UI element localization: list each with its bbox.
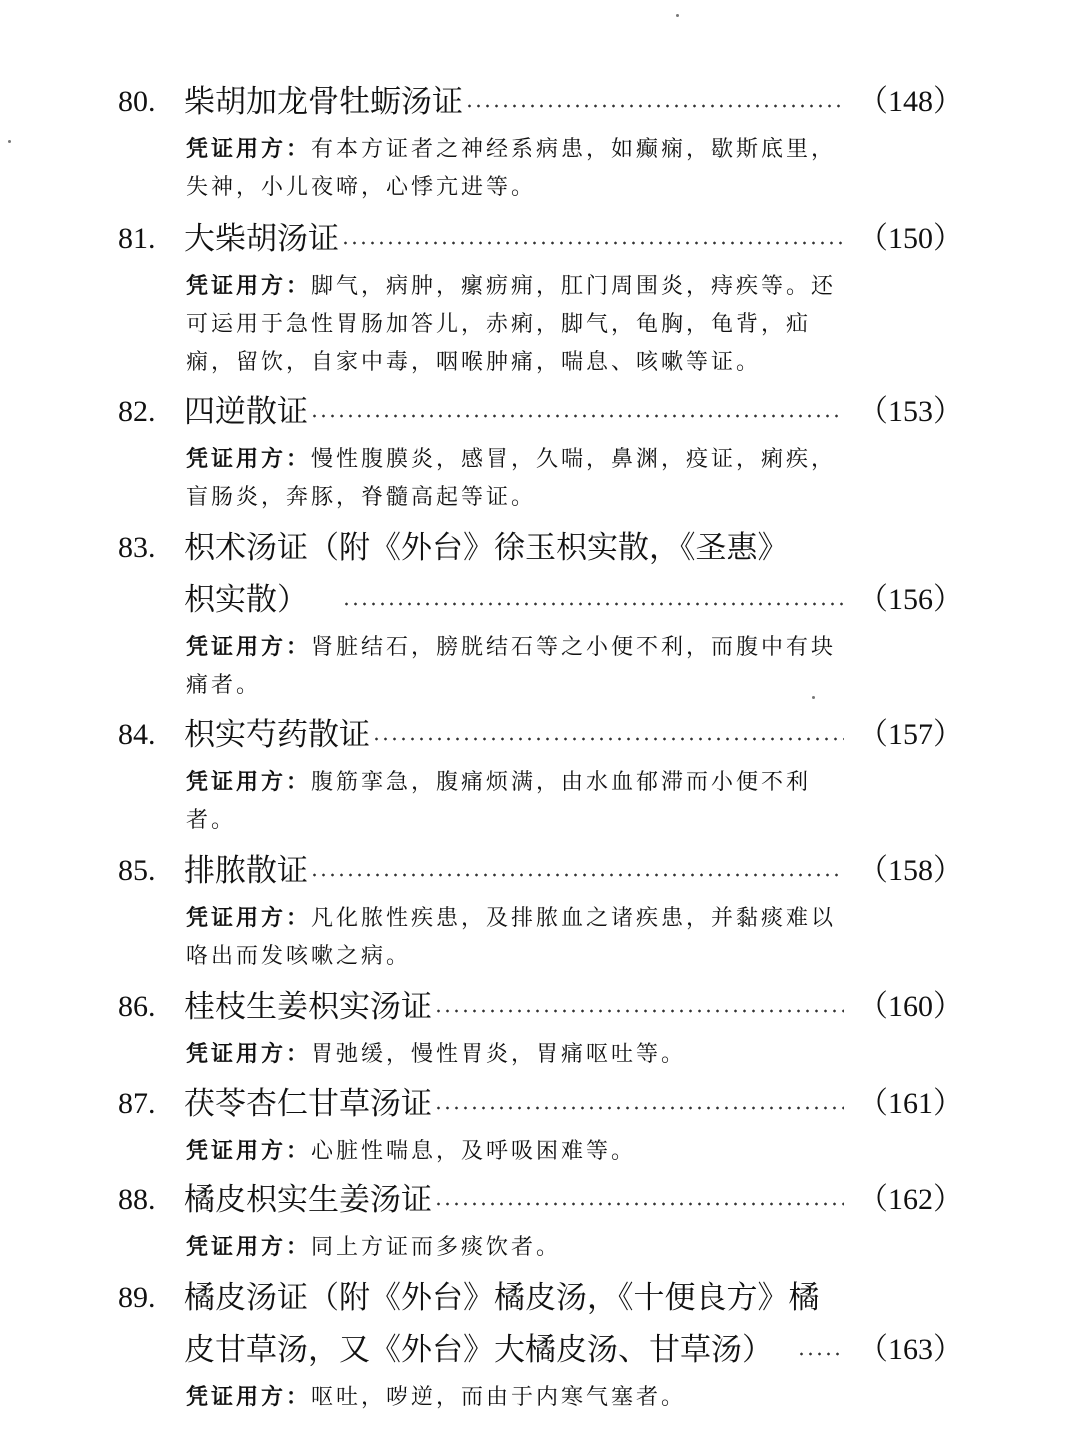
entry-heading (118, 386, 963, 438)
title-line (184, 1078, 963, 1130)
description-label: 凭证用方： (186, 634, 312, 660)
entry-heading (118, 522, 963, 626)
title-line (184, 1324, 963, 1376)
title-line (184, 981, 963, 1033)
entry-description (186, 761, 858, 840)
entry-description (186, 1376, 858, 1417)
entry-number: 80. (118, 85, 156, 118)
title-line (184, 845, 963, 897)
page-number: （150） (858, 222, 963, 255)
entry-title: 橘皮汤证（附《外台》橘皮汤，《十便良方》橘 (184, 1280, 820, 1316)
entry-title: 桂枝生姜枳实汤证 (184, 989, 432, 1025)
toc-entry (118, 981, 963, 1074)
dot-leader (434, 1106, 844, 1110)
scan-speck (8, 140, 11, 143)
entry-title: 四逆散证 (184, 394, 308, 430)
description-text: 呕吐，哕逆，而由于内寒气塞者。 (311, 1385, 687, 1410)
entry-description (186, 265, 858, 382)
entry-description (186, 897, 858, 976)
description-label: 凭证用方： (186, 905, 312, 931)
entry-number: 85. (118, 854, 156, 887)
entry-description (186, 1033, 858, 1074)
page-number: （148） (858, 85, 963, 118)
description-text: 凡化脓性疾患，及排脓血之诸疾患，并黏痰难以咯出而发咳嗽之病。 (186, 906, 837, 969)
toc-entry (118, 845, 963, 976)
entry-number: 83. (118, 531, 156, 564)
entry-heading (118, 1078, 963, 1130)
dot-leader (434, 1202, 844, 1206)
page-number: （161） (858, 1087, 963, 1120)
title-line (184, 1272, 963, 1324)
entry-title-continued: 皮甘草汤，又《外台》大橘皮汤、甘草汤） (184, 1332, 773, 1368)
entry-title: 排脓散证 (184, 853, 308, 889)
dot-leader (341, 241, 844, 245)
scan-speck (676, 14, 679, 17)
dot-leader (310, 873, 844, 877)
description-label: 凭证用方： (186, 769, 312, 795)
description-label: 凭证用方： (186, 446, 312, 472)
entry-heading (118, 1272, 963, 1376)
toc-entry (118, 1078, 963, 1171)
dot-leader (797, 1352, 844, 1356)
description-text: 肾脏结石，膀胱结石等之小便不利，而腹中有块痛者。 (186, 635, 837, 698)
entry-number: 87. (118, 1087, 156, 1120)
dot-leader (372, 737, 844, 741)
entry-number: 86. (118, 990, 156, 1023)
entry-heading (118, 845, 963, 897)
page-number: （162） (858, 1183, 963, 1216)
toc-entry (118, 386, 963, 517)
entry-heading (118, 709, 963, 761)
dot-leader (310, 414, 844, 418)
entry-heading (118, 1174, 963, 1226)
description-label: 凭证用方： (186, 1138, 312, 1164)
toc-entry (118, 76, 963, 207)
title-line (184, 76, 963, 128)
toc-entry (118, 522, 963, 705)
dot-leader (434, 1009, 844, 1013)
entry-number: 84. (118, 718, 156, 751)
entry-title: 茯苓杏仁甘草汤证 (184, 1086, 432, 1122)
entry-title: 枳术汤证（附《外台》徐玉枳实散，《圣惠》 (184, 530, 789, 566)
entry-title: 橘皮枳实生姜汤证 (184, 1182, 432, 1218)
entry-number: 82. (118, 395, 156, 428)
entry-title-continued: 枳实散） (184, 582, 308, 618)
title-line (184, 1174, 963, 1226)
entry-description (186, 1226, 858, 1267)
description-label: 凭证用方： (186, 1384, 312, 1410)
description-label: 凭证用方： (186, 1041, 312, 1067)
entry-number: 88. (118, 1183, 156, 1216)
entry-heading (118, 981, 963, 1033)
entry-description (186, 438, 858, 517)
title-line (184, 522, 963, 574)
entry-title: 柴胡加龙骨牡蛎汤证 (184, 84, 463, 120)
page-number: （156） (858, 583, 963, 616)
description-label: 凭证用方： (186, 136, 312, 162)
page-number: （163） (858, 1333, 963, 1366)
title-line (184, 709, 963, 761)
dot-leader (342, 602, 844, 606)
description-text: 脚气，病肿，瘰疬痈，肛门周围炎，痔疾等。还可运用于急性胃肠加答儿，赤痢，脚气，龟胸，龟背，疝痫，留饮，自家中毒，咽喉肿痛，喘息、咳嗽等证。 (186, 274, 837, 375)
toc-entry (118, 1174, 963, 1267)
entry-number: 81. (118, 222, 156, 255)
entry-heading (118, 76, 963, 128)
toc-entry (118, 1272, 963, 1417)
entry-number: 89. (118, 1281, 156, 1314)
page-number: （160） (858, 990, 963, 1023)
entry-description (186, 626, 858, 705)
page-number: （153） (858, 395, 963, 428)
description-text: 慢性腹膜炎，感冒，久喘，鼻渊，疫证，痢疾，盲肠炎，奔豚，脊髓高起等证。 (186, 447, 837, 510)
description-label: 凭证用方： (186, 273, 312, 299)
entry-title: 大柴胡汤证 (184, 221, 339, 257)
title-line (184, 213, 963, 265)
entry-description (186, 128, 858, 207)
description-text: 有本方证者之神经系病患，如癫痫，歇斯底里，失神，小儿夜啼，心悸亢进等。 (186, 137, 837, 200)
page-number: （157） (858, 718, 963, 751)
entry-description (186, 1130, 858, 1171)
toc-entry (118, 213, 963, 382)
toc-entry (118, 709, 963, 840)
entry-heading (118, 213, 963, 265)
description-label: 凭证用方： (186, 1234, 312, 1260)
entry-title: 枳实芍药散证 (184, 717, 370, 753)
dot-leader (465, 104, 844, 108)
description-text: 心脏性喘息，及呼吸困难等。 (311, 1139, 637, 1164)
description-text: 胃弛缓，慢性胃炎，胃痛呕吐等。 (311, 1042, 687, 1067)
description-text: 同上方证而多痰饮者。 (311, 1235, 562, 1260)
description-text: 腹筋挛急，腹痛烦满，由水血郁滞而小便不利者。 (186, 770, 812, 833)
page-number: （158） (858, 854, 963, 887)
title-line (184, 574, 963, 626)
title-line (184, 386, 963, 438)
